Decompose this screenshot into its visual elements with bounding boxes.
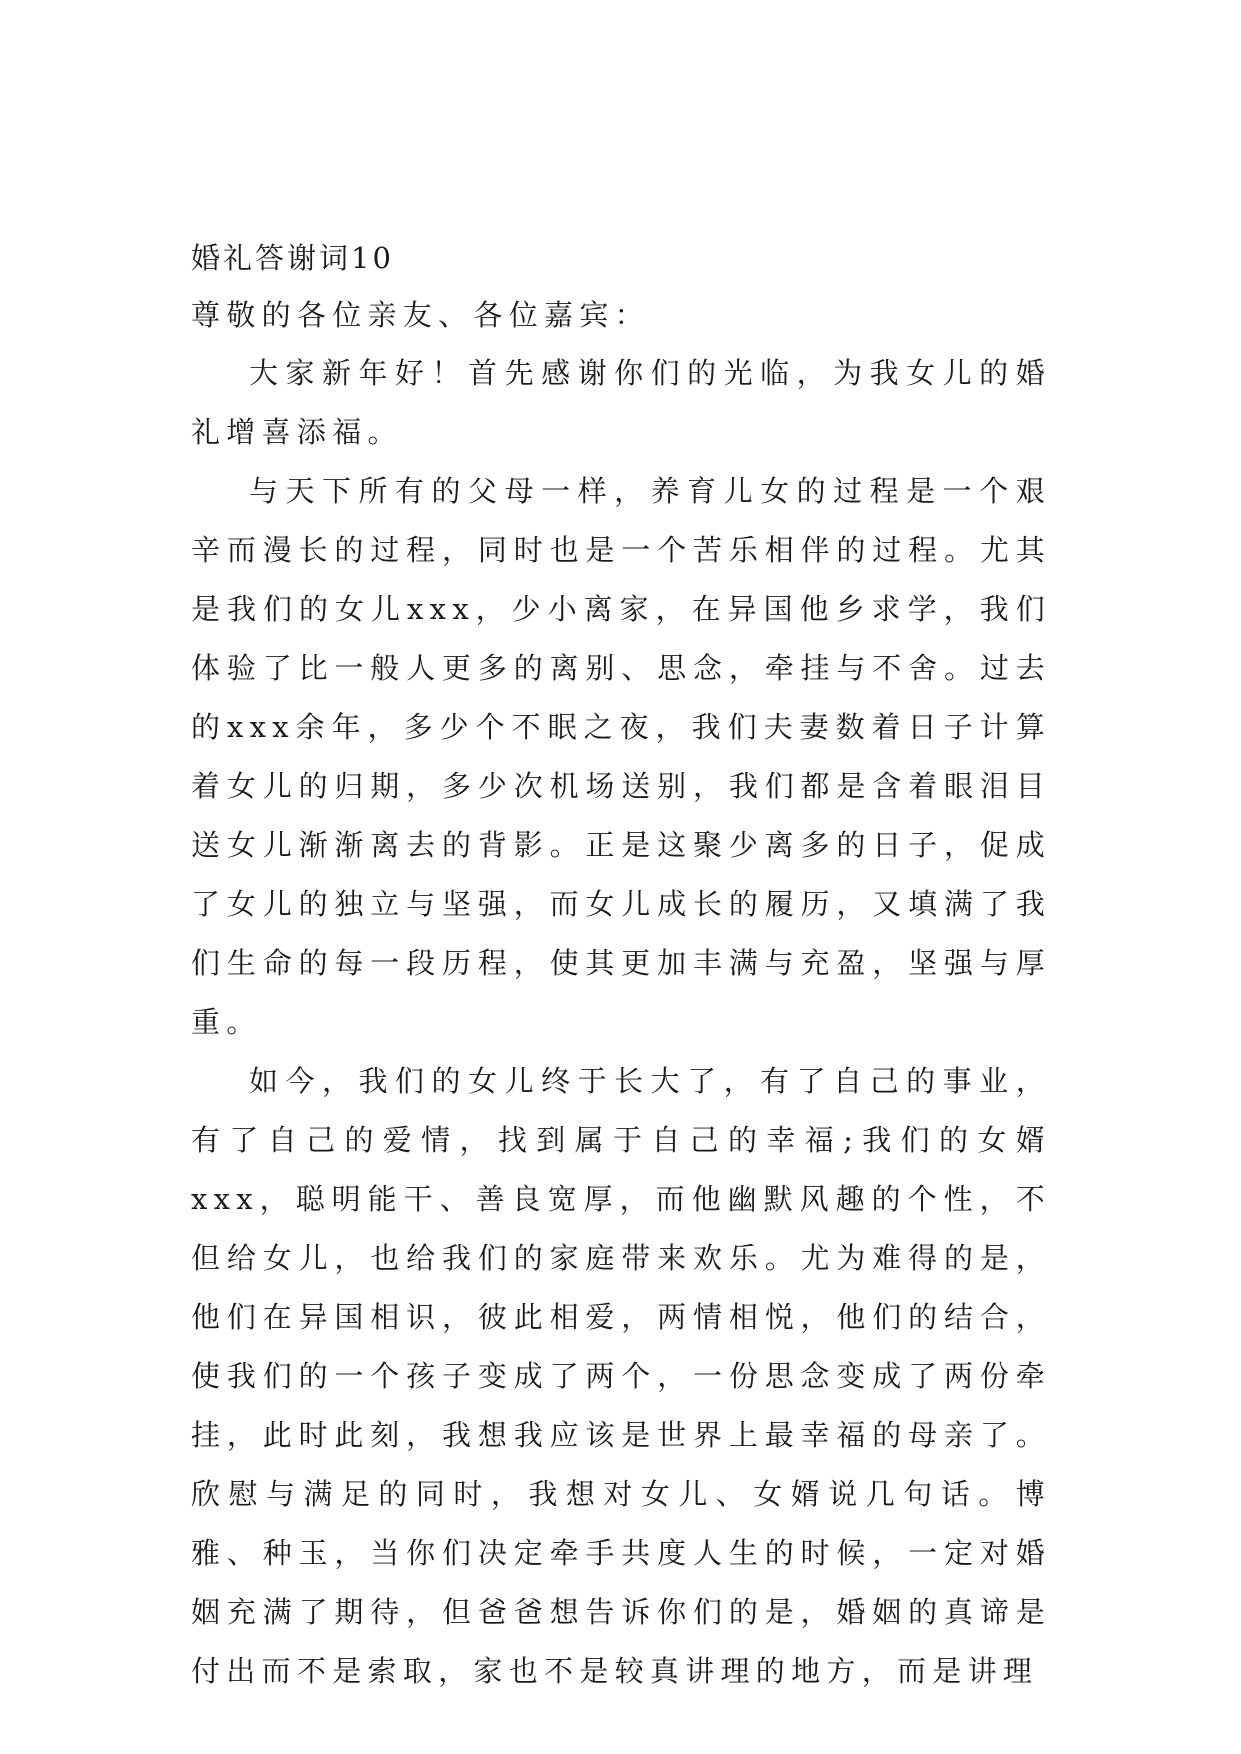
paragraph-greeting: 大家新年好！首先感谢你们的光临，为我女儿的婚礼增喜添福。 xyxy=(191,356,1051,449)
salutation: 尊敬的各位亲友、各位嘉宾： xyxy=(191,298,650,332)
paragraph-raising-daughter: 与天下所有的父母一样，养育儿女的过程是一个艰辛而漫长的过程，同时也是一个苦乐相伴的过程。尤其是我们的女儿xxx，少小离家，在异国他乡求学，我们体验了比一般人更多的离别、思念，牵挂与不舍。过去的xxx余年，多少个不眠之夜，我们夫妻数着日子计算着女儿的归期，多少次机场送别，我们都是含着眼泪目送女儿渐渐离去的背影。正是这聚少离多的日子，促成了女儿的独立与坚强，而女儿成长的履历，又填满了我们生命的每一段历程，使其更加丰满与充盈，坚强与厚重。 xyxy=(191,474,1051,1039)
paragraph-marriage-advice: 如今，我们的女儿终于长大了，有了自己的事业，有了自己的爱情，找到属于自己的幸福;我们的女婿xxx，聪明能干、善良宽厚，而他幽默风趣的个性，不但给女儿，也给我们的家庭带来欢乐。尤为难得的是，他们在异国相识，彼此相爱，两情相悦，他们的结合，使我们的一个孩子变成了两个，一份思念变成了两份牵挂，此时此刻，我想我应该是世界上最幸福的母亲了。欣慰与满足的同时，我想对女儿、女婿说几句话。博雅、种玉，当你们决定牵手共度人生的时候，一定对婚姻充满了期待，但爸爸想告诉你们的是，婚姻的真谛是付出而不是索取，家也不是较真讲理的地方，而是讲理 xyxy=(191,1064,1051,1688)
document-title: 婚礼答谢词10 xyxy=(191,241,394,275)
document-body xyxy=(191,230,1051,1701)
